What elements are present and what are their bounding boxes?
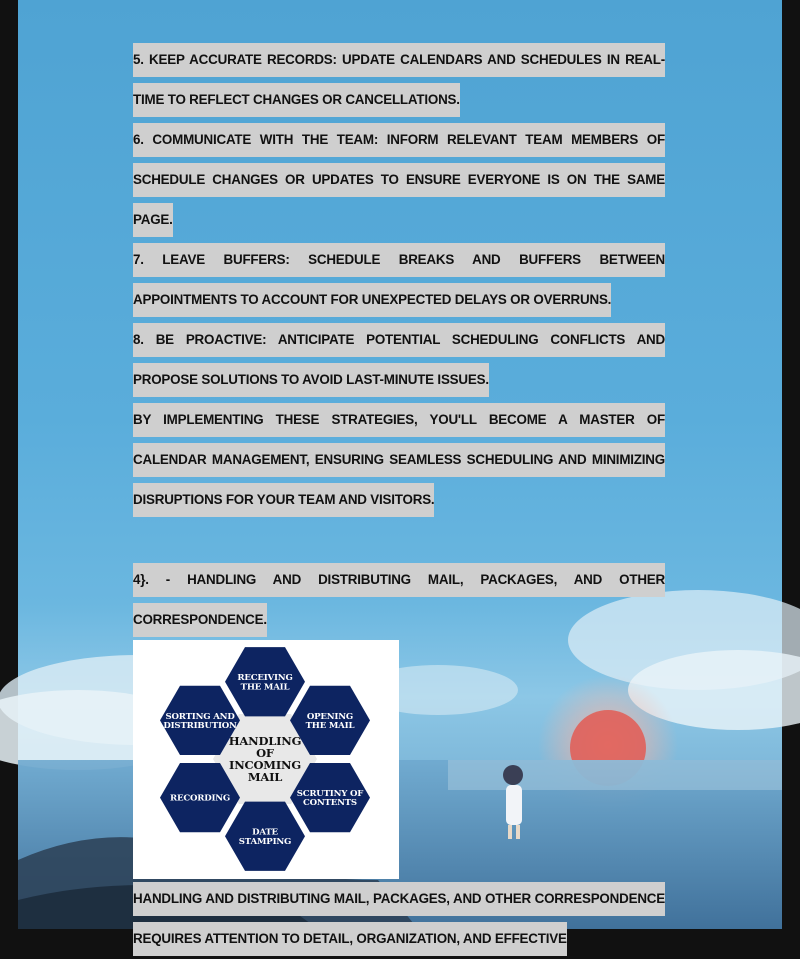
center-hexagon-label-line: Handling: [228, 733, 302, 748]
section-heading: 4}. - HANDLING AND DISTRIBUTING MAIL, PACKAGES, AND OTHER CORRESPONDENCE.: [133, 560, 665, 640]
mail-handling-diagram: [133, 640, 399, 879]
step-hexagon-label-line: contents: [302, 798, 357, 809]
document-page: [18, 0, 782, 946]
center-hexagon-label-line: Incoming: [229, 758, 301, 773]
step-hexagon-label-line: Opening: [306, 711, 354, 722]
step-hexagon-label-line: Recording: [170, 793, 231, 804]
step-hexagon-label: [170, 794, 230, 804]
step-hexagon-label-line: Date: [252, 827, 278, 838]
step-hexagon-label: [163, 712, 237, 731]
paragraph-keep-records: 5. KEEP ACCURATE RECORDS: UPDATE CALENDARS AND SCHEDULES IN REAL-TIME TO REFLECT CHANGES OR CANCELLATIONS.: [133, 40, 665, 120]
paragraph-summary: BY IMPLEMENTING THESE STRATEGIES, YOU'LL BECOME A MASTER OF CALENDAR MANAGEMENT, ENSURING SEAMLESS SCHEDULING AND MINIMIZING DISRUPTIONS FOR YOUR TEAM AND VISITORS.: [133, 400, 665, 520]
step-hexagon-label-line: Receiving: [237, 673, 293, 684]
mail-handling-diagram-svg: [133, 640, 399, 879]
step-hexagon-label-line: the mail: [305, 720, 355, 731]
paragraph-leave-buffers: 7. LEAVE BUFFERS: SCHEDULE BREAKS AND BUFFERS BETWEEN APPOINTMENTS TO ACCOUNT FOR UNEXPECTED DELAYS OR OVERRUNS.: [133, 240, 665, 320]
blank-line: [133, 520, 665, 560]
step-hexagon-label: [237, 673, 292, 692]
step-hexagon-label-line: Scrutiny of: [296, 789, 364, 800]
center-hexagon-label-line: of: [256, 746, 274, 760]
step-hexagon-label-line: the mail: [240, 682, 290, 693]
step-hexagon-label: [297, 789, 364, 808]
step-hexagon-label: [306, 712, 355, 731]
step-hexagon-label-line: stamping: [238, 836, 292, 847]
paragraph-closing: HANDLING AND DISTRIBUTING MAIL, PACKAGES, AND OTHER CORRESPONDENCE REQUIRES ATTENTION TO DETAIL, ORGANIZATION, AND EFFECTIVE: [133, 879, 665, 959]
document-text: [133, 40, 665, 959]
center-hexagon-label-line: Mail: [247, 770, 283, 785]
paragraph-be-proactive: 8. BE PROACTIVE: ANTICIPATE POTENTIAL SCHEDULING CONFLICTS AND PROPOSE SOLUTIONS TO AVOID LAST-MINUTE ISSUES.: [133, 320, 665, 400]
paragraph-communicate: 6. COMMUNICATE WITH THE TEAM: INFORM RELEVANT TEAM MEMBERS OF SCHEDULE CHANGES OR UPDATES TO ENSURE EVERYONE IS ON THE SAME PAGE.: [133, 120, 665, 240]
step-hexagon-label-line: distribution: [163, 720, 237, 731]
step-hexagon-label-line: Sorting and: [165, 711, 235, 722]
